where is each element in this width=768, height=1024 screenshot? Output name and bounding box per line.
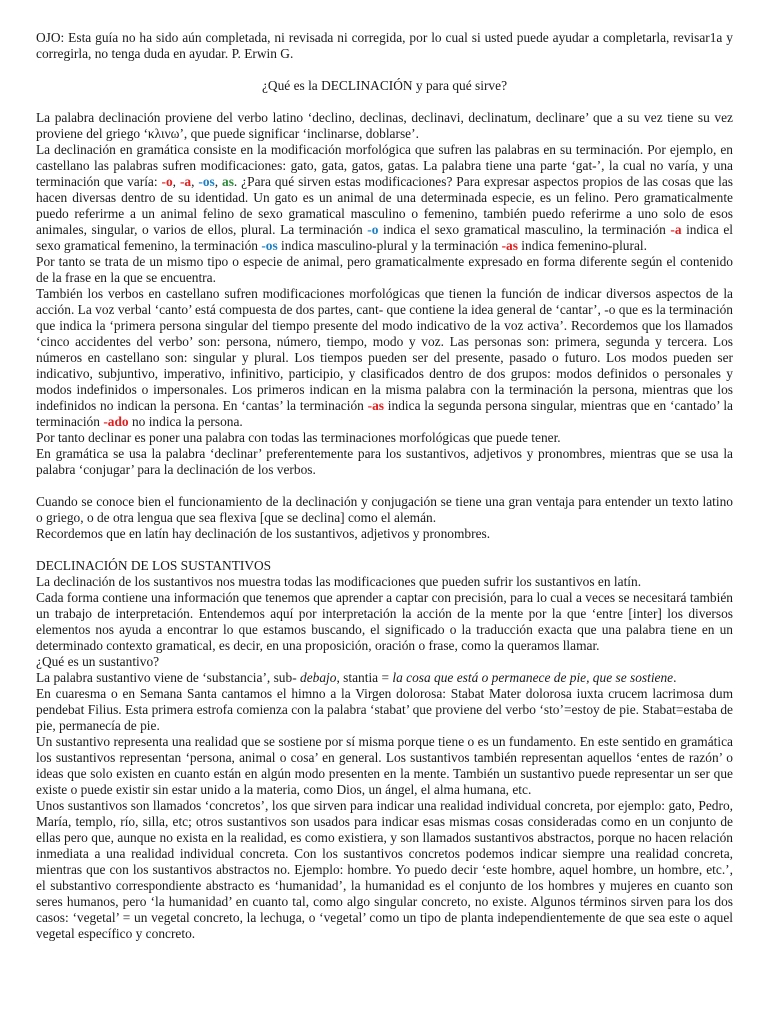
paragraph-declinar: Por tanto declinar es poner una palabra con todas las terminaciones morfológicas que puede tener. (36, 430, 561, 445)
paragraph-stabat-mater: En cuaresma o en Semana Santa cantamos el himno a la Virgen dolorosa: Stabat Mater dolorosa iuxta crucem lacrimosa dum pendebat Filius. Esta primera estrofa comienza con la palabra ‘stabat’ que proviene del verbo ‘sto’=estoy de pie. Stabat=estaba de pie, permanecía de pie. (36, 686, 733, 733)
paragraph-etymology: La palabra declinación proviene del verbo latino ‘declino, declinas, declinavi, declinatum, declinare’ que a su vez tiene su vez proviene del griego ‘κλινω’, que puede significar ‘inclinarse, doblarse’. (36, 110, 733, 141)
ending-a: -a (670, 222, 682, 237)
ending-ado: -ado (103, 414, 129, 429)
page-title: ¿Qué es la DECLINACIÓN y para qué sirve? (261, 78, 508, 93)
spacer (36, 62, 733, 78)
author-note: OJO: Esta guía no ha sido aún completada, ni revisada ni corregida, por lo cual si usted puede ayudar a completarla, revisar1a y corregirla, no tenga duda en ayudar. P. Erwin G. (36, 30, 733, 61)
ending-os: -os (261, 238, 278, 253)
ending-o: -o (161, 174, 173, 189)
paragraph-declinar-conjugar: En gramática se usa la palabra ‘declinar’ preferentemente para los sustantivos, adjetivos y pronombres, mientras que se usa la palabra ‘conjugar’ para la declinación de los verbos. (36, 446, 733, 477)
ending-as: -as (367, 398, 385, 413)
ending-o: -o (367, 222, 379, 237)
paragraph-same-species: Por tanto se trata de un mismo tipo o especie de animal, pero gramaticalmente expresado en forma diferente según el contenido de la frase en la que se encuentra. (36, 254, 733, 285)
italic-definition: la cosa que está o permanece de pie, que se sostiene (392, 670, 674, 685)
paragraph-sustantivo-origin: La palabra sustantivo viene de ‘substancia’, sub- debajo, stantia = la cosa que está o permanece de pie, que se sostiene. (36, 670, 677, 685)
paragraph-declension-definition: La declinación en gramática consiste en la modificación morfológica que sufren las palabras en su terminación. Por ejemplo, en castellano las palabras sufren modificaciones: gato, gata, gatos, gatas. La palabra tiene una parte ‘gat-’, la cual no varía, y una terminación que varía: -o, -a, -os, as. ¿Para qué sirven estas modificaciones? Para expresar aspectos propios de las cosas que las hacen diversas dentro de su identidad. Un gato es un animal de una determinada especie, es un felino. Pero gramaticalmente puedo referirme a un animal felino de sexo gramatical masculino o femenino, también puedo referirme a uno solo de esos animales, singular, o varios de ellos, plural. La terminación -o indica el sexo gramatical masculino, la terminación -a indica el sexo gramatical femenino, la terminación -os indica masculino-plural y la terminación -as indica femenino-plural. (36, 142, 734, 253)
ending-a: -a (179, 174, 192, 189)
paragraph-interpretation: Cada forma contiene una información que tenemos que aprender a captar con precisión, para lo cual a veces se necesitará también un trabajo de interpretación. Entendemos aquí por interpretación la acción de la mente por la que ‘entre [inter] los diversos elementos nos ayuda a encontrar lo que estamos buscando, el significado o la traducción exacta que una palabra tiene en un determinado contexto gramatical, es decir, en una proposición, oración o frase, como la queramos llamar. (36, 590, 733, 653)
paragraph-noun-declension: La declinación de los sustantivos nos muestra todas las modificaciones que pueden sufrir los sustantivos en latín. (36, 574, 642, 589)
spacer (36, 478, 733, 494)
italic-term: debajo (300, 670, 337, 685)
question-heading: ¿Qué es un sustantivo? (36, 654, 160, 669)
paragraph-sustantivo-meaning: Un sustantivo representa una realidad que se sostiene por sí misma porque tiene o es un fundamento. En este sentido en gramática los sustantivos representan ‘persona, animal o cosa’ en general. Los sustantivos también representan aquellos ‘entes de razón’ o ideas que solo existen en cuanto están en algún modo presenten en la mente. También un sustantivo puede representar un ser que existe o puede existir sin estar unido a la materia, como Dios, un ángel, el alma humana, etc. (36, 734, 733, 797)
spacer (36, 94, 733, 110)
spacer (36, 542, 733, 558)
paragraph-advantage: Cuando se conoce bien el funcionamiento de la declinación y conjugación se tiene una gran ventaja para entender un texto latino o griego, o de otra lengua que sea flexiva [que se declina] como el alemán. (36, 494, 733, 525)
ending-as: -as (501, 238, 518, 253)
paragraph-verbs: También los verbos en castellano sufren modificaciones morfológicas que tienen la función de indicar diversos aspectos de la acción. La voz verbal ‘canto’ está compuesta de dos partes, cant- que contiene la idea general de ‘cantar’, -o que es la terminación que indica la ‘primera persona singular del tiempo presente del modo indicativo de la voz activa’. Recordemos que los llamados ‘cinco accidentes del verbo’ son: persona, número, tiempo, modo y voz. Las personas son: primera, segunda y tercera. Los números en castellano son: singular y plural. Los tiempos pueden ser del presente, pasado o futuro. Los modos pueden ser indicativo, subjuntivo, imperativo, infinitivo, participio, y clasificados dentro de dos grupos: modos definidos o personales y modos indefinidos o impersonales. Los primeros indican en la misma palabra con la terminación la persona, mientras que los indefinidos no indican la persona. En ‘cantas’ la terminación -as indica la segunda persona singular, mientras que en ‘cantado’ la terminación -ado no indica la persona. (36, 286, 734, 429)
ending-os: -os (198, 174, 215, 189)
paragraph-concrete-abstract: Unos sustantivos son llamados ‘concretos’, los que sirven para indicar una realidad individual concreta, por ejemplo: gato, Pedro, María, templo, río, silla, etc; otros sustantivos son usados para indicar esas mismas cosas consideradas como en un conjunto de ellas pero que, aunque no exista en la realidad, es como existiera, y son llamados sustantivos abstractos, porque no hacen relación inmediata a una realidad individual concreta. Con los sustantivos concretos podemos indicar siempre una realidad concreta, mientras que con los sustantivos abstractos no. Ejemplo: hombre. Yo puedo decir ‘este hombre, aquel hombre, un hombre, etc.’, el substantivo correspondiente abstracto es ‘humanidad’, la humanidad es el conjunto de los hombres y mujeres en cuanto son seres humanos, pero ‘la humanidad’ en cuanto tal, como algo singular concreto, no existe. Algunos términos sirven para los dos casos: ‘vegetal’ = un vegetal concreto, la lechuga, o ‘vegetal’ como un tipo de planta independientemente de que sea este o aquel vegetal específico y concreto. (36, 798, 733, 941)
document-page (36, 30, 733, 942)
paragraph-latin-declension: Recordemos que en latín hay declinación de los sustantivos, adjetivos y pronombres. (36, 526, 491, 541)
ending-as: as (222, 174, 234, 189)
section-heading: DECLINACIÓN DE LOS SUSTANTIVOS (36, 558, 272, 573)
